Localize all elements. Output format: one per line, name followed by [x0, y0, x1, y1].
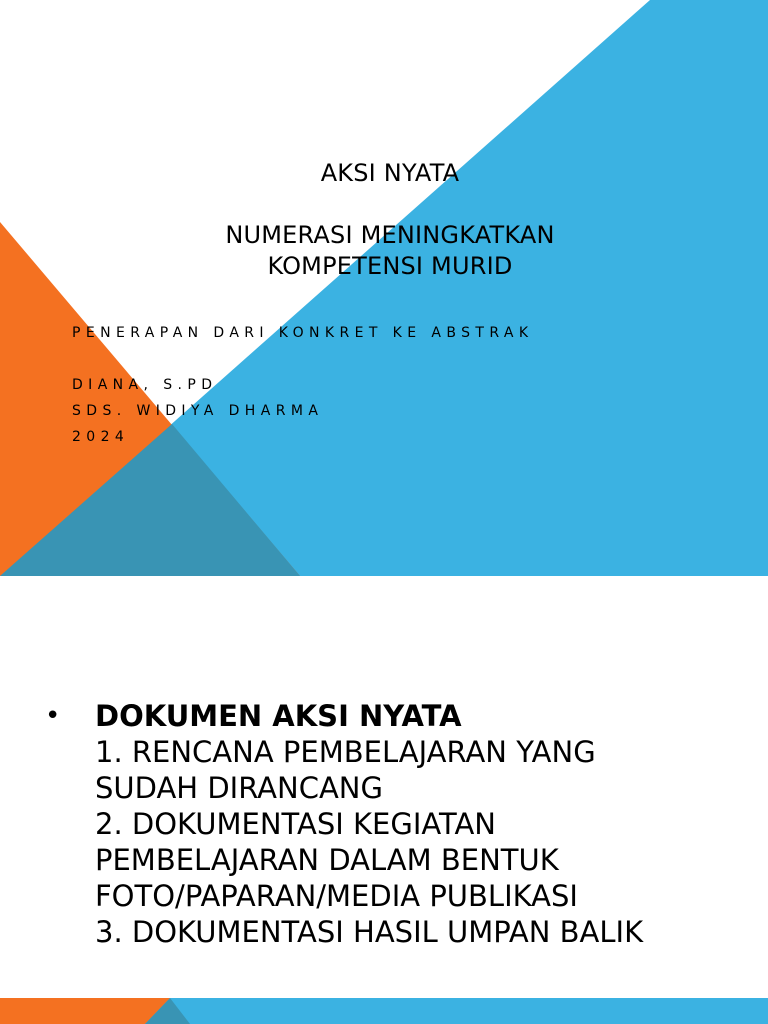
bullet-line-6: 3. DOKUMENTASI HASIL UMPAN BALIK	[95, 915, 644, 949]
bullet-line-2: SUDAH DIRANCANG	[95, 771, 383, 805]
year-text: 2024	[72, 429, 130, 445]
bullet-heading: DOKUMEN AKSI NYATA	[95, 699, 462, 733]
subtitle-text: PENERAPAN DARI KONKRET KE ABSTRAK	[72, 325, 534, 341]
author-name: DIANA, S.PD	[72, 377, 218, 393]
bottom-band-shapes	[0, 998, 768, 1024]
list-item	[40, 698, 740, 950]
title-subject-line-2: KOMPETENSI MURID	[267, 252, 513, 280]
school-name: SDS. WIDIYA DHARMA	[72, 403, 324, 419]
bullet-icon: •	[45, 701, 61, 731]
bullet-line-3: 2. DOKUMENTASI KEGIATAN	[95, 807, 496, 841]
subtitle-spacer	[72, 346, 712, 372]
bullet-list	[40, 698, 740, 950]
bottom-orange-band	[0, 998, 170, 1024]
content-slide	[0, 576, 768, 1024]
slide-title	[110, 158, 670, 282]
title-main: AKSI NYATA	[320, 159, 460, 187]
title-subject-line-1: NUMERASI MENINGKATKAN	[225, 221, 555, 249]
bullet-line-1: 1. RENCANA PEMBELAJARAN YANG	[95, 735, 596, 769]
slide-subtitle	[72, 320, 712, 450]
bullet-line-4: PEMBELAJARAN DALAM BENTUK	[95, 843, 559, 877]
bullet-line-5: FOTO/PAPARAN/MEDIA PUBLIKASI	[95, 879, 578, 913]
